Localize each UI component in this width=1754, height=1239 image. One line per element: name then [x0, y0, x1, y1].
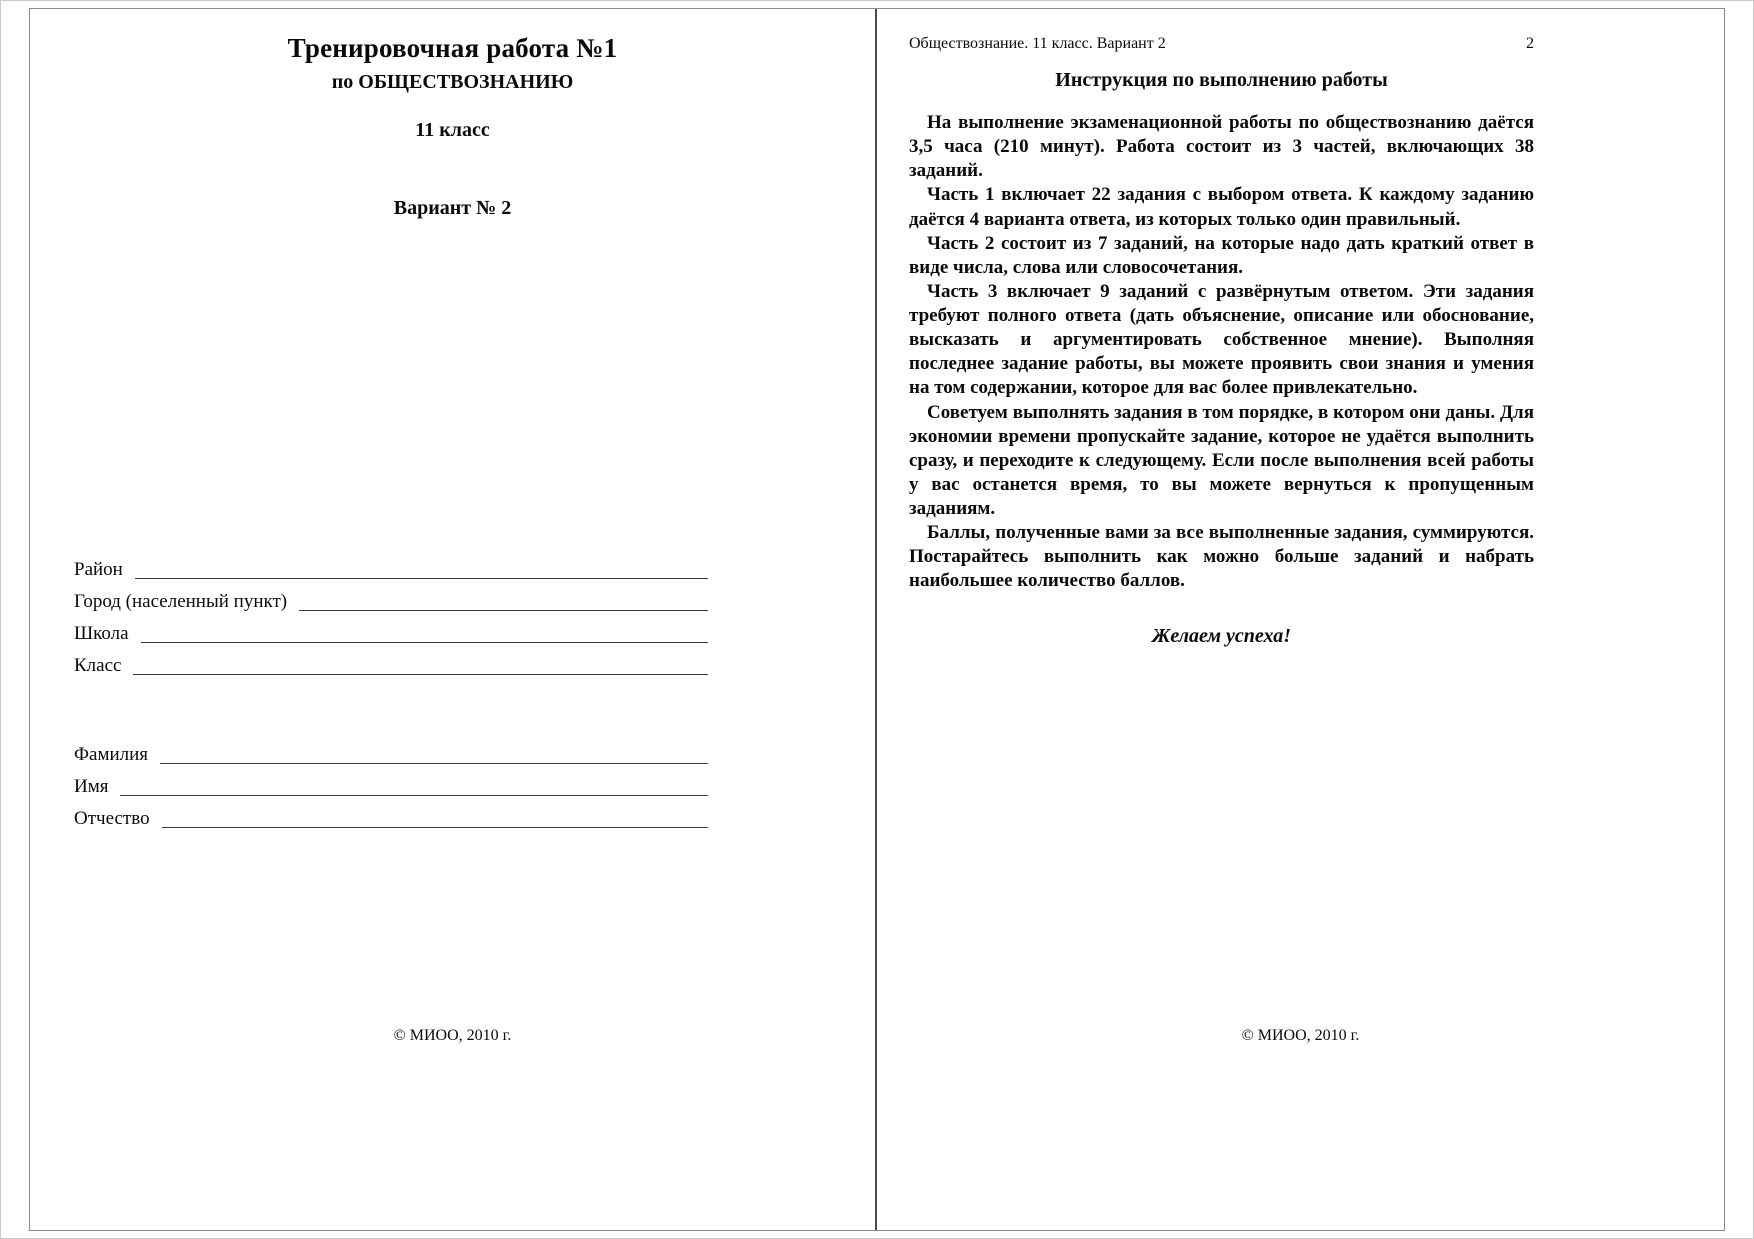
location-fields — [74, 550, 708, 678]
good-luck-wish: Желаем успеха! — [1151, 624, 1292, 647]
running-head-title: Обществознание. 11 класс. Вариант 2 — [909, 35, 1166, 52]
field-firstname-line — [120, 764, 708, 796]
copyright-left: © МИОО, 2010 г. — [393, 1027, 512, 1044]
field-patronymic-line — [162, 796, 708, 828]
field-district-line — [135, 547, 708, 579]
field-district — [74, 550, 708, 582]
instruction-paragraph: Часть 2 состоит из 7 заданий, на которые надо дать краткий ответ в виде числа, слова или словосочетания. — [909, 232, 1534, 278]
title-page — [30, 9, 877, 1230]
field-firstname — [74, 767, 708, 799]
field-class — [74, 646, 708, 678]
instruction-paragraph: Часть 1 включает 22 задания с выбором ответа. К каждому заданию даётся 4 варианта ответа, из которых только один правильный. — [909, 184, 1534, 230]
instruction-body — [909, 111, 1534, 649]
name-fields — [74, 735, 708, 831]
running-head — [909, 35, 1534, 53]
field-patronymic — [74, 799, 708, 831]
field-school-label: Школа — [74, 623, 129, 644]
work-subject: по ОБЩЕСТВОЗНАНИЮ — [331, 71, 574, 93]
field-class-line — [133, 643, 708, 675]
field-city-line — [299, 579, 708, 611]
copyright-right: © МИОО, 2010 г. — [1241, 1027, 1360, 1044]
field-city — [74, 582, 708, 614]
instruction-paragraph: Советуем выполнять задания в том порядке, в котором они даны. Для экономии времени пропускайте задание, которое не удаётся выполнить сразу, и переходите к следующему. Если после выполнения всей работы у вас останется время, то вы можете вернуться к пропущенным заданиям. — [909, 401, 1534, 519]
field-school-line — [141, 611, 708, 643]
field-district-label: Район — [74, 559, 123, 580]
variant-label: Вариант № 2 — [393, 197, 512, 219]
instruction-page — [877, 9, 1724, 1230]
instruction-title: Инструкция по выполнению работы — [1055, 69, 1388, 91]
work-title: Тренировочная работа №1 — [287, 33, 618, 63]
field-firstname-label: Имя — [74, 776, 109, 797]
field-city-label: Город (населенный пункт) — [74, 591, 288, 612]
instruction-paragraph: Часть 3 включает 9 заданий с развёрнутым ответом. Эти задания требуют полного ответа (дать объяснение, описание или обоснование, высказать и аргументировать собственное мнение). Выполняя последнее задание работы, вы можете проявить свои знания и умения на том содержании, которое для вас более привлекательно. — [909, 280, 1534, 399]
instruction-paragraph: Баллы, полученные вами за все выполненные задания, суммируются. Постарайтесь выполнить как можно больше заданий и набрать наибольшее количество баллов. — [909, 522, 1534, 592]
title-block — [30, 33, 875, 94]
field-school — [74, 614, 708, 646]
field-surname — [74, 735, 708, 767]
grade-label: 11 класс — [415, 119, 490, 141]
field-surname-line — [160, 732, 708, 764]
page-number: 2 — [1526, 35, 1534, 52]
field-surname-label: Фамилия — [74, 744, 149, 765]
instruction-paragraph: На выполнение экзаменационной работы по обществознанию даётся 3,5 часа (210 минут). Работа состоит из 3 частей, включающих 38 заданий. — [909, 112, 1534, 182]
field-class-label: Класс — [74, 655, 122, 676]
field-patronymic-label: Отчество — [74, 808, 150, 829]
document-spread — [29, 8, 1725, 1231]
